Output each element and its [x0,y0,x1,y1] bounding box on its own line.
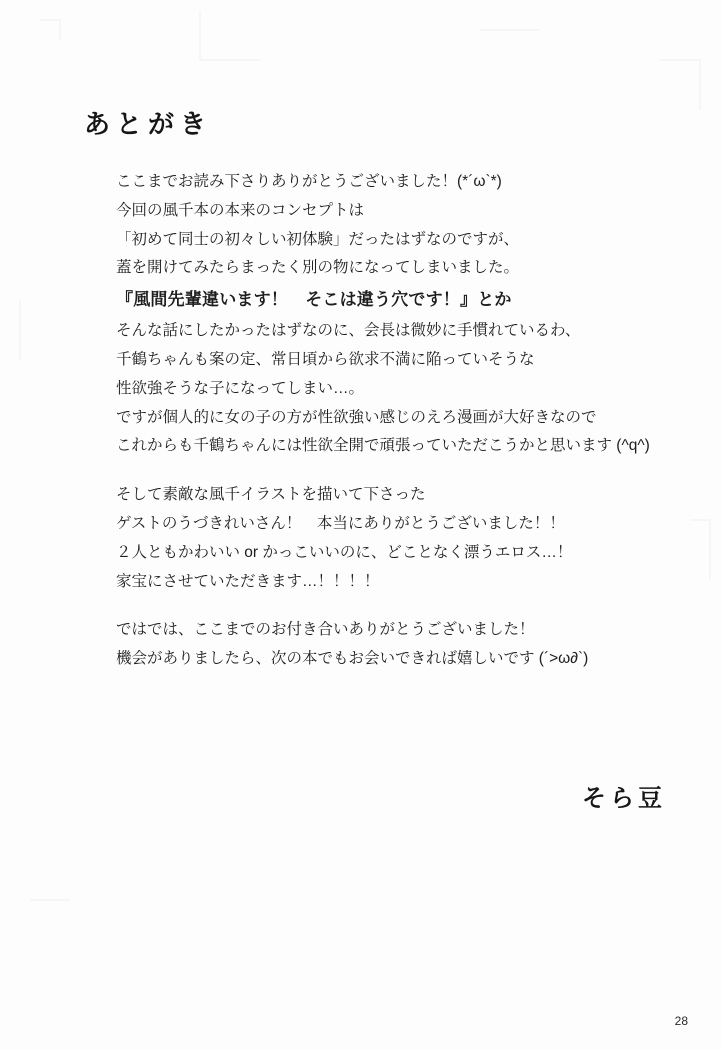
text-line-emphasis: 『風間先輩違います！ そこは違う穴です！』とか [116,290,512,310]
text-line: 蓋を開けてみたらまったく別の物になってしまいました。 [116,259,520,277]
page-title: あとがき [84,109,213,139]
text-line: 千鶴ちゃんも案の定、常日頃から欲求不満に陥っていそうな [116,350,535,368]
paragraph-gap [116,596,696,616]
afterword-body [116,168,696,674]
text-line: これからも千鶴ちゃんには性欲全開で頑張っていただこうかと思います (^q^) [116,437,650,455]
paragraph [116,168,696,461]
text-line: 「初めて同士の初々しい初体験」だったはずなのですが、 [116,230,520,248]
page-number: 28 [674,1014,688,1028]
paragraph [116,616,696,674]
text-line: 機会がありましたら、次の本でもお会いできれば嬉しいです (´>ω∂`) [116,650,589,668]
text-line: ですが個人的に女の子の方が性欲強い感じのえろ漫画が大好きなので [116,408,597,426]
text-line: ではでは、ここまでのお付き合いありがとうございました！ [116,621,535,639]
text-line: 家宝にさせていただきます…！！！！ [116,572,380,590]
text-line: 性欲強そうな子になってしまい…。 [116,379,365,397]
text-line: ２人ともかわいい or かっこいいのに、どことなく漂うエロス…！ [116,543,573,561]
author-signature: そら豆 [582,785,666,812]
text-line: ゲストのうづきれいさん！ 本当にありがとうございました！！ [116,514,565,532]
text-line: そんな話にしたかったはずなのに、会長は微妙に手慣れているわ、 [116,322,581,340]
text-line: 今回の風千本の本来のコンセプトは [116,201,365,219]
text-line: ここまでお読み下さりありがとうございました！(*´ω`*) [116,173,502,190]
text-line: そして素敵な風千イラストを描いて下さった [116,486,426,504]
paragraph [116,481,696,596]
paragraph-gap [116,461,696,481]
